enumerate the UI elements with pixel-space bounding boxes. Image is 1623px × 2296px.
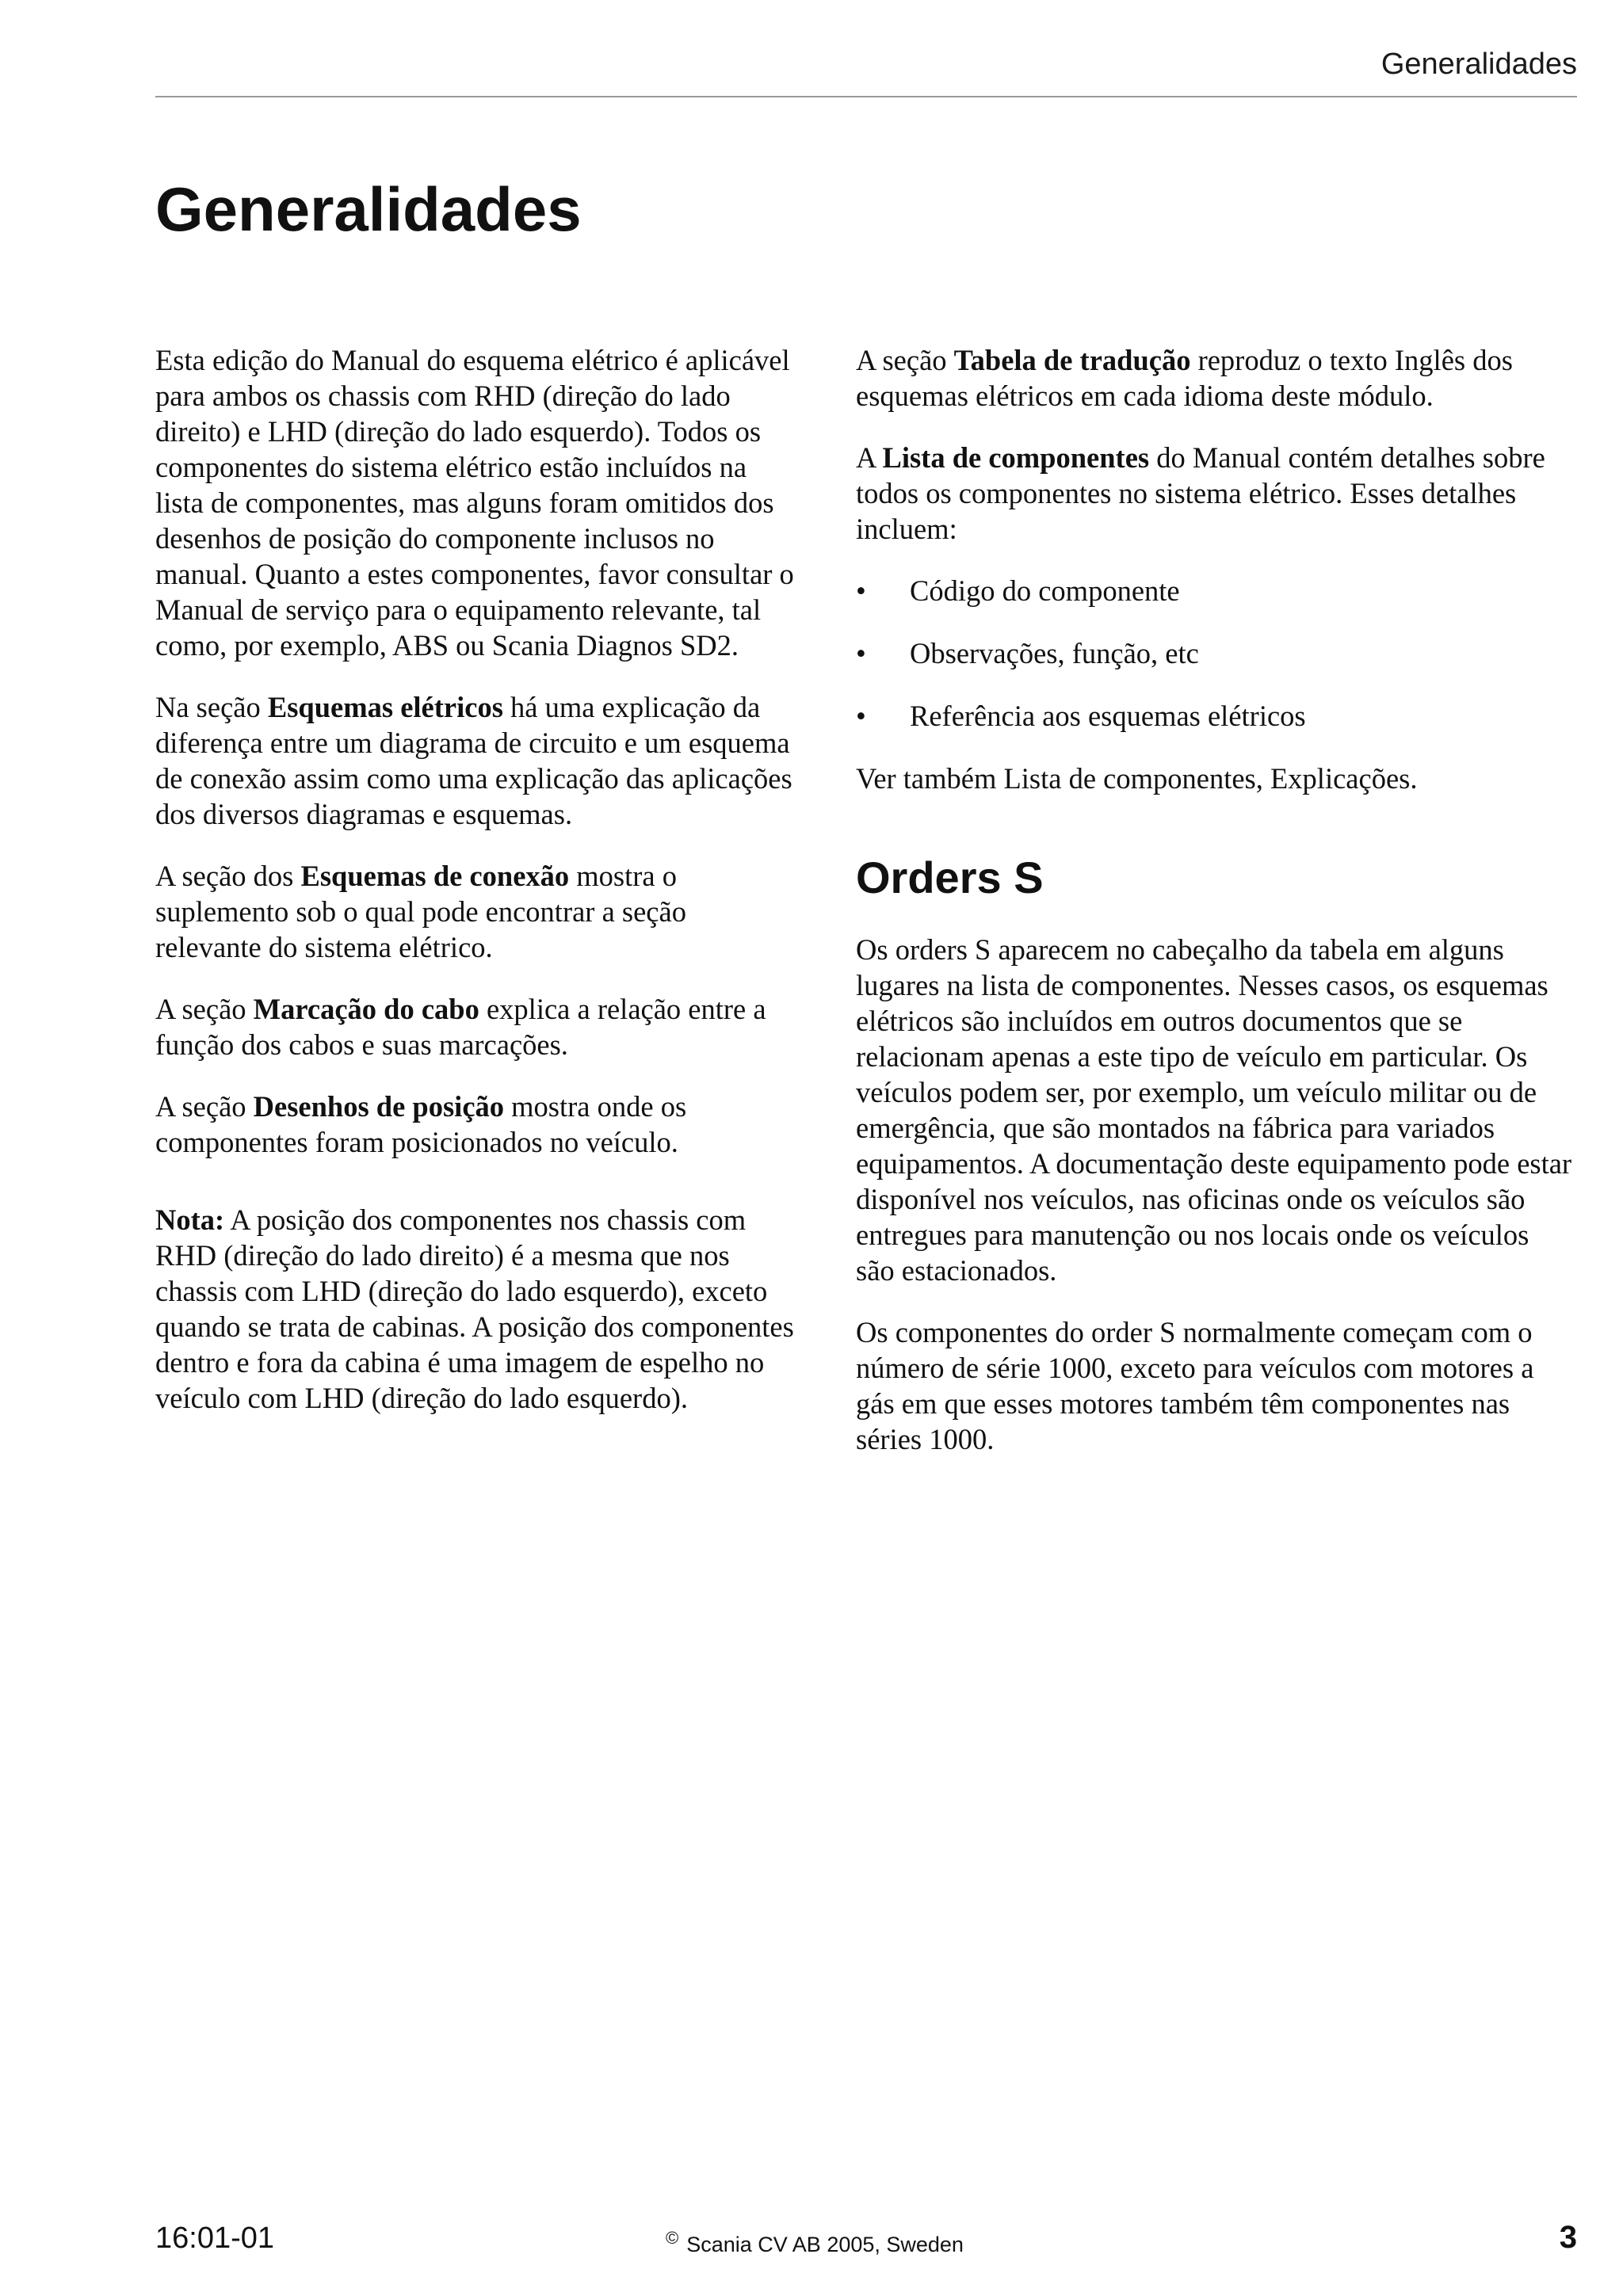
paragraph-text: há uma explicação da diferença entre um diagrama de circuito e um esquema de conexão assim como uma explicação das aplicações dos diversos diagramas e esquemas. bbox=[155, 691, 792, 830]
see-also-paragraph: Ver também Lista de componentes, Explicações. bbox=[856, 762, 1418, 795]
section-reference: Esquemas elétricos bbox=[267, 691, 503, 723]
list-item-text: Código do componente bbox=[910, 574, 1180, 607]
paragraph-tabela-traducao bbox=[856, 342, 1573, 414]
section-reference: Marcação do cabo bbox=[253, 993, 479, 1025]
paragraph-esquemas-conexao bbox=[155, 858, 797, 965]
paragraph-text: Na seção bbox=[155, 691, 268, 723]
details-list bbox=[856, 573, 1573, 734]
note-text: A posição dos componentes nos chassis com RHD (direção do lado direito) é a mesma que nos chassis com LHD (direção do lado esquerdo), exceto quando se trata de cabinas. A posição dos componentes dentro e fora da cabina é uma imagem de espelho no veículo com LHD (direção do lado esquerdo). bbox=[155, 1203, 794, 1414]
paragraph-text: mostra onde os componentes foram posicionados no veículo. bbox=[155, 1090, 687, 1158]
intro-paragraph: Esta edição do Manual do esquema elétrico é aplicável para ambos os chassis com RHD (direção do lado direito) e LHD (direção do lado esquerdo). Todos os componentes do sistema elétrico estão incluídos na lista de componentes, mas alguns foram omitidos dos desenhos de posição do componente inclusos no manual. Quanto a estes componentes, favor consultar o Manual de serviço para o equipamento relevante, tal como, por exemplo, ABS ou Scania Diagnos SD2. bbox=[155, 344, 794, 662]
paragraph-text: A seção bbox=[155, 993, 254, 1025]
running-header-title: Generalidades bbox=[1381, 48, 1577, 81]
section-reference: Desenhos de posição bbox=[253, 1090, 505, 1123]
paragraph-marcacao-cabo bbox=[155, 991, 797, 1062]
section-reference: Lista de componentes bbox=[882, 441, 1150, 474]
bullet-icon: • bbox=[856, 574, 866, 607]
paragraph-text: A seção bbox=[856, 344, 954, 376]
list-item bbox=[856, 635, 1573, 671]
right-column bbox=[856, 342, 1573, 1483]
paragraph-text: reproduz o texto Inglês dos esquemas elétricos em cada idioma deste módulo. bbox=[856, 344, 1513, 412]
copyright-icon: © bbox=[666, 2228, 679, 2248]
list-item-text: Observações, função, etc bbox=[910, 637, 1199, 669]
paragraph-text: mostra o suplemento sob o qual pode encontrar a seção relevante do sistema elétrico. bbox=[155, 860, 686, 963]
note-paragraph bbox=[155, 1202, 797, 1416]
page-number: 3 bbox=[1559, 2220, 1577, 2255]
note-label: Nota: bbox=[155, 1203, 225, 1236]
copyright-notice bbox=[666, 2228, 964, 2257]
list-item-text: Referência aos esquemas elétricos bbox=[910, 700, 1306, 732]
section-title-orders-s: Orders S bbox=[856, 852, 1044, 902]
bullet-icon: • bbox=[856, 637, 866, 669]
section-reference: Tabela de tradução bbox=[953, 344, 1191, 376]
order-s-components-paragraph: Os componentes do order S normalmente começam com o número de série 1000, exceto para veículos com motores a gás em que esses motores também têm componentes nas séries 1000. bbox=[856, 1316, 1534, 1455]
paragraph-text: A seção dos bbox=[155, 860, 301, 892]
list-item bbox=[856, 698, 1573, 734]
header-divider bbox=[155, 96, 1577, 97]
section-reference: Esquemas de conexão bbox=[300, 860, 570, 892]
document-code: 16:01-01 bbox=[155, 2222, 275, 2255]
paragraph-text: explica a relação entre a função dos cabos e suas marcações. bbox=[155, 993, 766, 1061]
paragraph-esquemas-eletricos bbox=[155, 689, 797, 832]
copyright-text: Scania CV AB 2005, Sweden bbox=[686, 2233, 964, 2256]
paragraph-desenhos-posicao bbox=[155, 1089, 797, 1160]
list-item bbox=[856, 573, 1573, 608]
paragraph-lista-componentes bbox=[856, 440, 1573, 547]
bullet-icon: • bbox=[856, 700, 866, 732]
paragraph-text: A bbox=[856, 441, 883, 474]
orders-s-paragraph: Os orders S aparecem no cabeçalho da tabela em alguns lugares na lista de componentes. Nesses casos, os esquemas elétricos são incluídos em outros documentos que se relacionam apenas a este tipo de veículo em particular. Os veículos podem ser, por exemplo, um veículo militar ou de emergência, que são montados na fábrica para variados equipamentos. A documentação deste equipamento pode estar disponível nos veículos, nas oficinas onde os veículos são entregues para manutenção ou nos locais onde os veículos são estacionados. bbox=[856, 933, 1572, 1287]
paragraph-text: A seção bbox=[155, 1090, 254, 1123]
paragraph-text: do Manual contém detalhes sobre todos os componentes no sistema elétrico. Esses detalhes incluem: bbox=[856, 441, 1545, 545]
page-title: Generalidades bbox=[155, 174, 582, 244]
left-column bbox=[155, 342, 797, 1442]
